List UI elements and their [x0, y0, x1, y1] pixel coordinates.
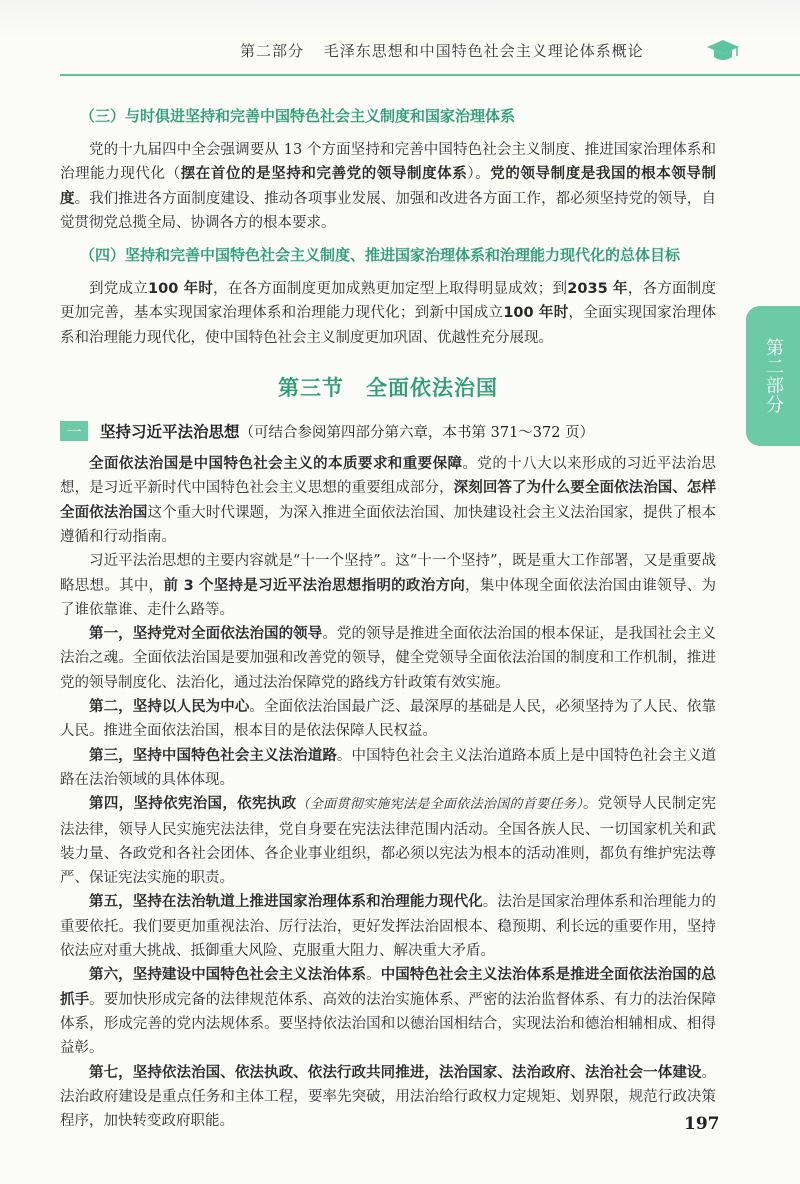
running-head-part: 第二部分	[240, 42, 305, 60]
item-title: 坚持习近平法治思想	[100, 423, 240, 442]
paragraph: 第五，坚持在法治轨道上推进国家治理体系和治理能力现代化。法治是国家治理体系和治理能力的重要依托。我们要更加重视法治、厉行法治，更好发挥法治固根本、稳预期、利长远的重要作用，坚持依法应对重大挑战、抵御重大风险、克服重大阻力、解决重大矛盾。	[60, 894, 716, 960]
running-head-title: 毛泽东思想和中国特色社会主义理论体系概论	[323, 42, 644, 60]
header-rule	[60, 74, 800, 76]
paragraph: 第六，坚持建设中国特色社会主义法治体系。中国特色社会主义法治体系是推进全面依法治国的总抓手。要加快形成完备的法律规范体系、高效的法治实施体系、严密的法治监督体系、有力的法治保障体系，形成完善的党内法规体系。要坚持依法治国和以德治国相结合，实现法治和德治相辅相成、相得益彰。	[60, 967, 717, 1057]
paragraph: 到党成立100 年时，在各方面制度更加成熟更加定型上取得明显成效；到2035 年，各方面制度更加完善，基本实现国家治理体系和治理能力现代化；到新中国成立100 年时，全面实现国家治理体系和治理能力现代化，使中国特色社会主义制度更加巩固、优越性充分展现。	[60, 281, 717, 346]
graduation-cap-icon	[706, 38, 740, 64]
running-head	[240, 40, 710, 61]
paragraph: 党的十九届四中全会强调要从 13 个方面坚持和完善中国特色社会主义制度、推进国家治理体系和治理能力现代化（摆在首位的是坚持和完善党的领导制度体系）。党的领导制度是我国的根本领导制度。我们推进各方面制度建设、推动各项事业发展、加强和改进各方面工作，都必须坚持党的领导，自觉贯彻党总揽全局、协调各方的根本要求。	[60, 142, 717, 231]
page-content	[60, 104, 716, 1133]
paragraph: 第四，坚持依宪治国，依宪执政（全面贯彻实施宪法是全面依法治国的首要任务）。党领导人民制定宪法法律，领导人民实施宪法法律，党自身要在宪法法律范围内活动。全国各族人民、一切国家机关和武装力量、各政党和各社会团体、各企业事业组织，都必须以宪法为根本的活动准则，都负有维护宪法尊严、保证宪法实施的职责。	[60, 796, 716, 887]
item-badge: 一	[60, 421, 88, 441]
paragraph: 第三，坚持中国特色社会主义法治道路。中国特色社会主义法治道路本质上是中国特色社会主义道路在法治领域的具体体现。	[60, 747, 717, 788]
item-heading	[60, 420, 716, 442]
side-tab-part-two: 第二部分	[746, 306, 800, 446]
subheading-three: （三）与时俱进坚持和完善中国特色社会主义制度和国家治理体系	[80, 107, 516, 125]
paragraph: 第七，坚持依法治国、依法执政、依法行政共同推进，法治国家、法治政府、法治社会一体建设。法治政府建设是重点任务和主体工程，要率先突破，用法治给行政权力定规矩、划界限，规范行政决策程序，加快转变政府职能。	[60, 1064, 716, 1130]
section-name: 全面依法治国	[366, 376, 498, 401]
section-number: 第三节	[278, 376, 344, 401]
paragraph: 第一，坚持党对全面依法治国的领导。党的领导是推进全面依法治国的根本保证，是我国社会主义法治之魂。全面依法治国是要加强和改善党的领导，健全党领导全面依法治国的制度和工作机制，推进党的领导制度化、法治化，通过法治保障党的路线方针政策有效实施。	[60, 626, 717, 691]
top-page-edge	[0, 0, 800, 36]
paragraph: 习近平法治思想的主要内容就是“十一个坚持”。这“十一个坚持”，既是重大工作部署，又是重要战略思想。其中，前 3 个坚持是习近平法治思想指明的政治方向，集中体现全面依法治国由谁领导、为了谁依靠谁、走什么路等。	[60, 553, 717, 618]
paragraph: 全面依法治国是中国特色社会主义的本质要求和重要保障。党的十八大以来形成的习近平法治思想，是习近平新时代中国特色社会主义思想的重要组成部分，深刻回答了为什么要全面依法治国、怎样全面依法治国这个重大时代课题，为深入推进全面依法治国、加快建设社会主义法治国家，提供了根本遵循和行动指南。	[60, 456, 717, 545]
page-number: 197	[684, 1114, 720, 1134]
subheading-four: （四）坚持和完善中国特色社会主义制度、推进国家治理体系和治理能力现代化的总体目标	[80, 246, 681, 265]
item-reference-note: （可结合参阅第四部分第六章，本书第 371～372 页）	[239, 424, 595, 441]
section-title	[60, 372, 716, 402]
paragraph: 第二，坚持以人民为中心。全面依法治国最广泛、最深厚的基础是人民，必须坚持为了人民、依靠人民。推进全面依法治国，根本目的是依法保障人民权益。	[60, 699, 717, 740]
